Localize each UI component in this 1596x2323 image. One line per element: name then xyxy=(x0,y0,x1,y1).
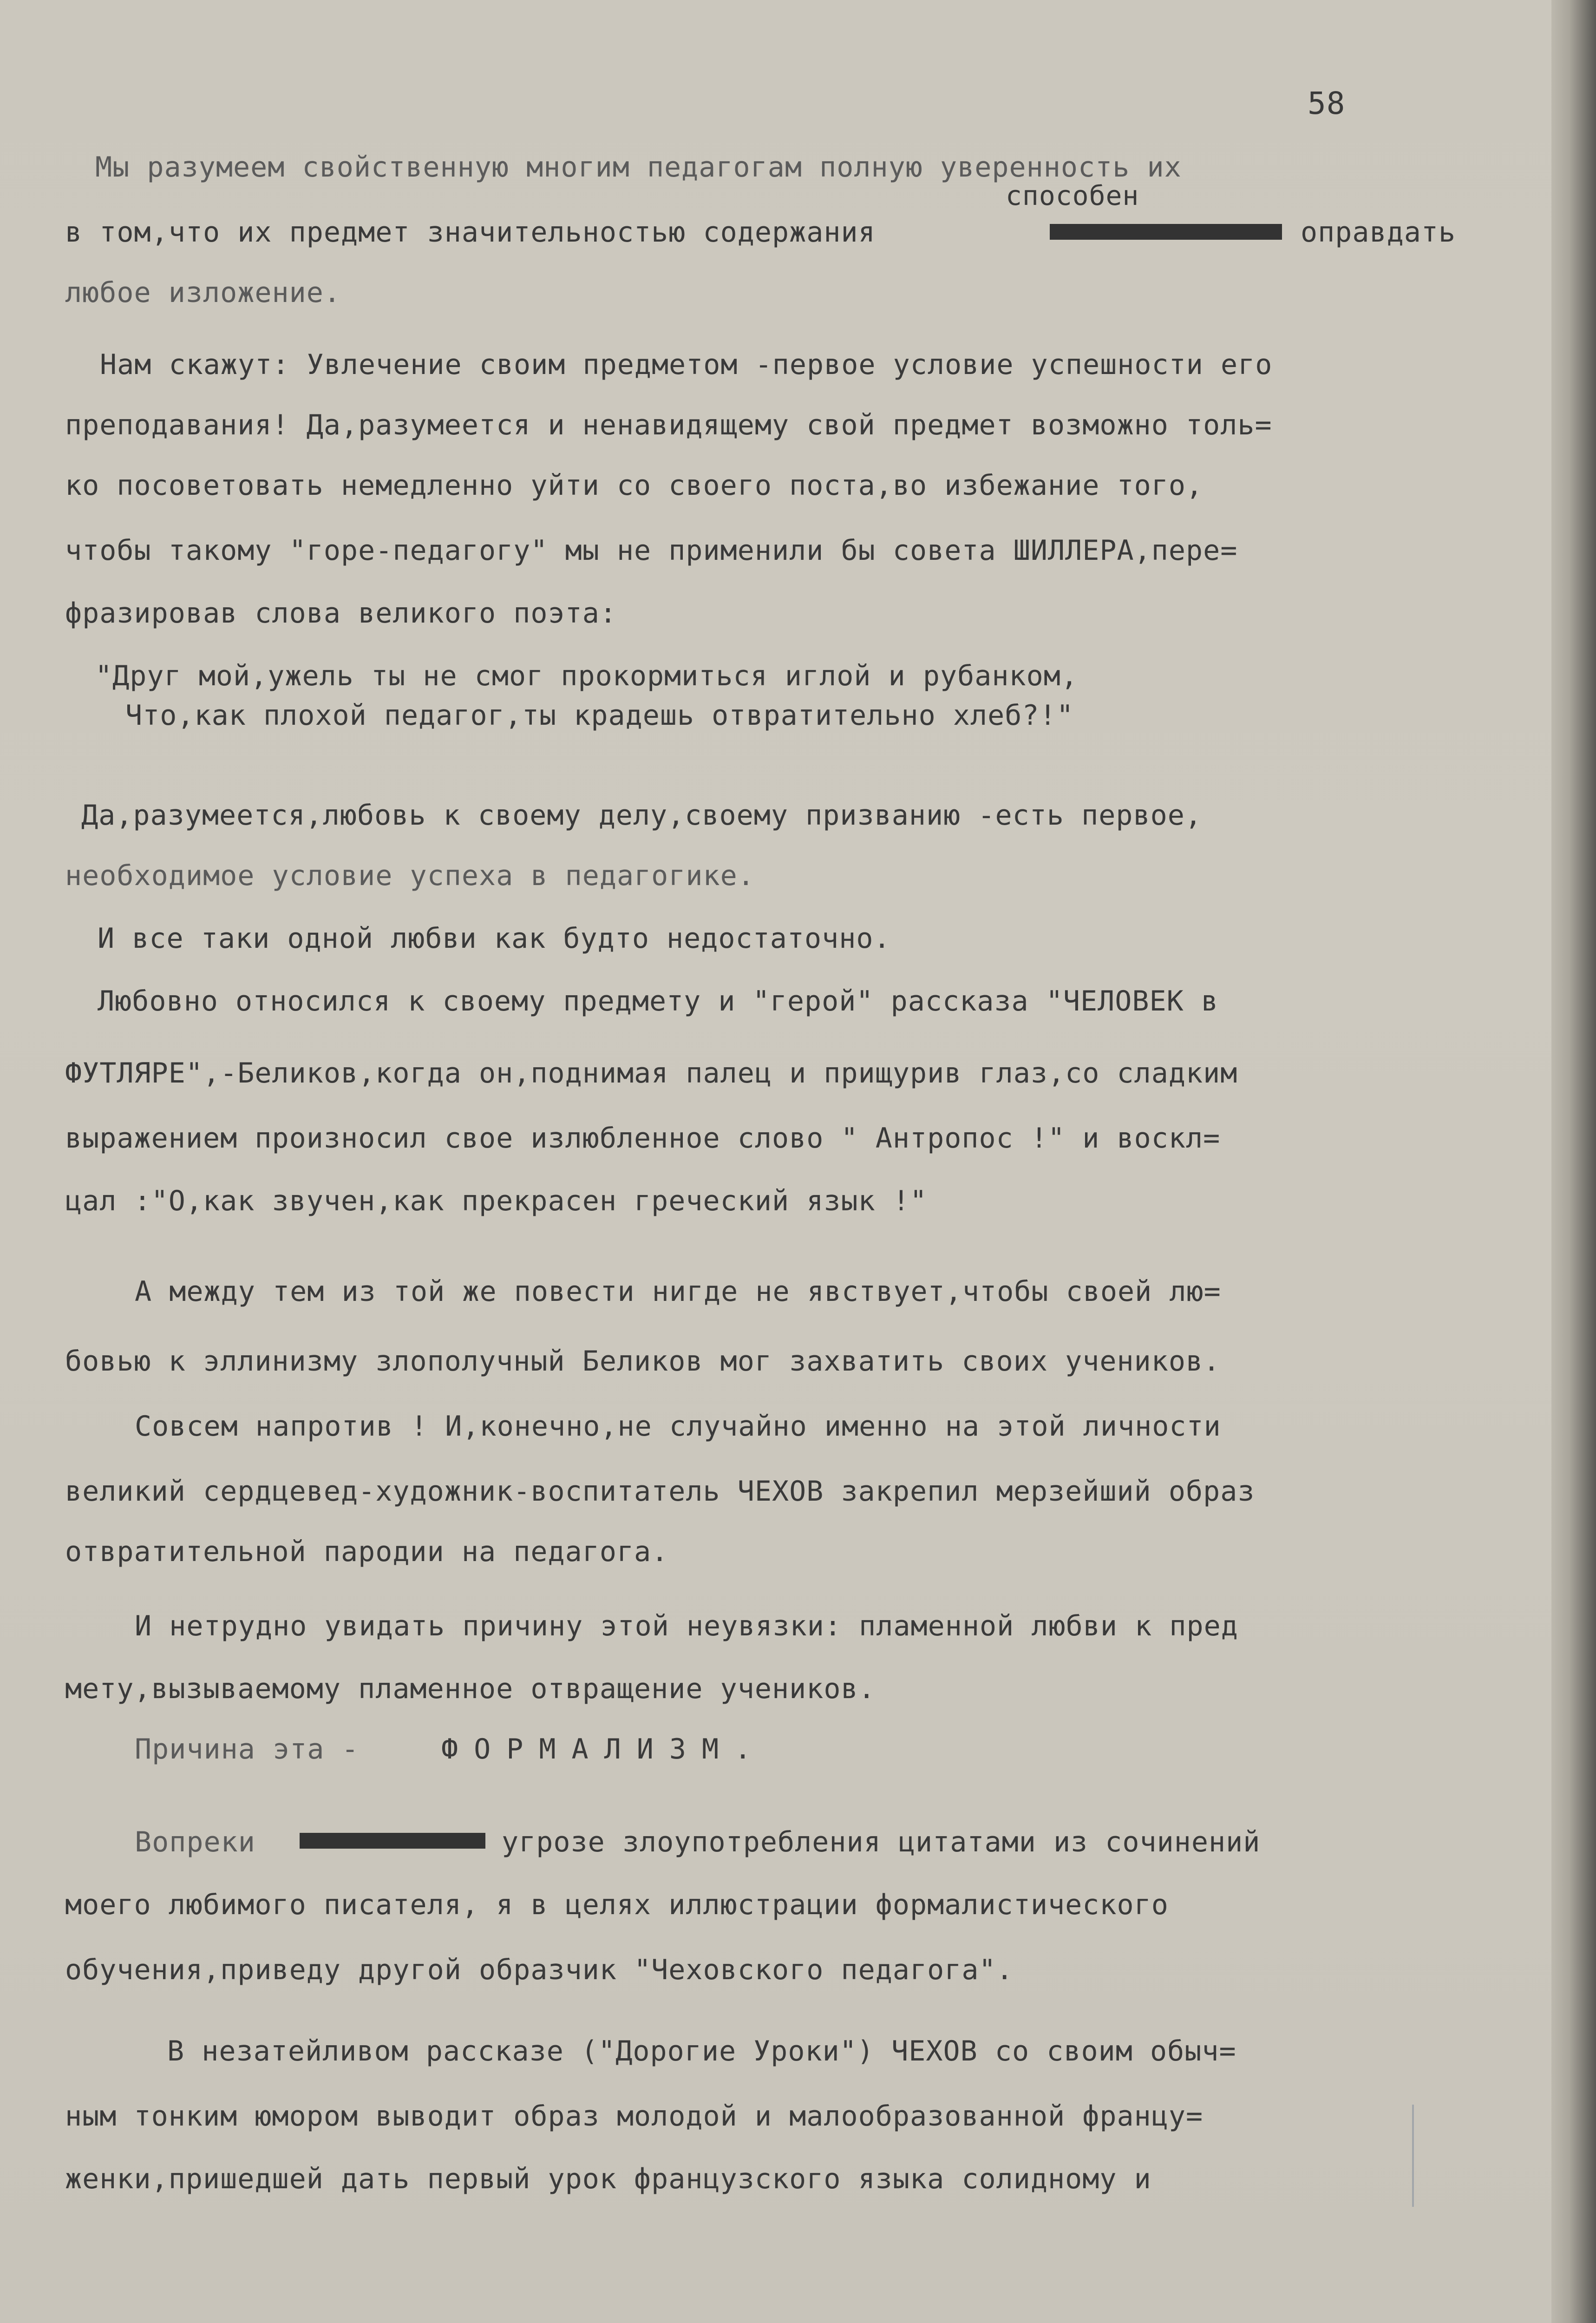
text-line: ным тонким юмором выводит образ молодой и малообразованной францу= xyxy=(65,2100,1204,2133)
text-line: Да,разумеется,любовь к своему делу,своему призванию -есть первое, xyxy=(81,799,1202,832)
text-line: любое изложение. xyxy=(65,276,341,309)
emphasized-word: ФОРМАЛИЗМ. xyxy=(441,1733,767,1765)
faded-archive-stamp xyxy=(1412,2105,1530,2207)
text-line: чтобы такому "горе-педагогу" мы не применили бы совета ШИЛЛЕРА,пере= xyxy=(65,534,1238,567)
text-line: женки,пришедшей дать первый урок французского языка солидному и xyxy=(65,2163,1151,2195)
text-line: ко посоветовать немедленно уйти со своего поста,во избежание того, xyxy=(65,469,1204,502)
text-line: И все таки одной любви как будто недостаточно. xyxy=(98,922,891,955)
text-line: великий сердцевед-художник-воспитатель ЧЕХОВ закрепил мерзейший образ xyxy=(65,1475,1255,1508)
text-line: оправдать xyxy=(1301,216,1456,249)
text-line: И нетрудно увидать причину этой неувязки: пламенной любви к пред xyxy=(135,1610,1238,1642)
text-line: цал :"О,как звучен,как прекрасен греческий язык !" xyxy=(65,1185,928,1217)
handwritten-insertion: способен xyxy=(1006,180,1139,211)
text-line: в том,что их предмет значительностью содержания xyxy=(65,216,876,249)
quote-line: "Друг мой,ужель ты не смог прокормиться иглой и рубанком, xyxy=(95,660,1079,692)
text-line: выражением произносил свое излюбленное слово " Антропос !" и воскл= xyxy=(65,1122,1221,1155)
text-line: А между тем из той же повести нигде не явствует,чтобы своей лю= xyxy=(135,1275,1221,1308)
text-line: Вопреки xyxy=(135,1826,255,1858)
text-line: Любовно относился к своему предмету и "герой" рассказа "ЧЕЛОВЕК в xyxy=(98,985,1218,1017)
text-line: преподавания! Да,разумеется и ненавидящему свой предмет возможно толь= xyxy=(65,409,1272,441)
quote-line: Что,как плохой педагог,ты крадешь отвратительно хлеб?!" xyxy=(125,699,1074,732)
page-edge xyxy=(1551,0,1596,2323)
text-line: ФУТЛЯРЕ",-Беликов,когда он,поднимая палец и прищурив глаз,со сладким xyxy=(65,1057,1238,1089)
text-line: отвратительной пародии на педагога. xyxy=(65,1536,669,1568)
text-line: Причина эта - xyxy=(135,1733,359,1765)
text-line: фразировав слова великого поэта: xyxy=(65,597,617,630)
struck-out-word xyxy=(300,1833,485,1849)
text-line: Совсем напротив ! И,конечно,не случайно именно на этой личности xyxy=(135,1410,1221,1443)
text-line: В незатейливом рассказе ("Дорогие Уроки") ЧЕХОВ со своим обыч= xyxy=(167,2035,1236,2067)
struck-out-word xyxy=(1050,224,1282,240)
text-line: бовью к эллинизму злополучный Беликов мог захватить своих учеников. xyxy=(65,1345,1221,1378)
text-line: моего любимого писателя, я в целях иллюстрации формалистического xyxy=(65,1889,1169,1921)
text-line: Мы разумеем свойственную многим педагогам полную уверенность их xyxy=(95,151,1182,184)
page-number: 58 xyxy=(1308,85,1346,121)
text-line: необходимое условие успеха в педагогике. xyxy=(65,860,755,892)
text-line: мету,вызываемому пламенное отвращение учеников. xyxy=(65,1673,876,1705)
text-line: обучения,приведу другой образчик "Чеховского педагога". xyxy=(65,1954,1014,1986)
text-line: угрозе злоупотребления цитатами из сочинений xyxy=(502,1826,1261,1858)
text-line: Нам скажут: Увлечение своим предметом -первое условие успешности его xyxy=(100,348,1273,381)
